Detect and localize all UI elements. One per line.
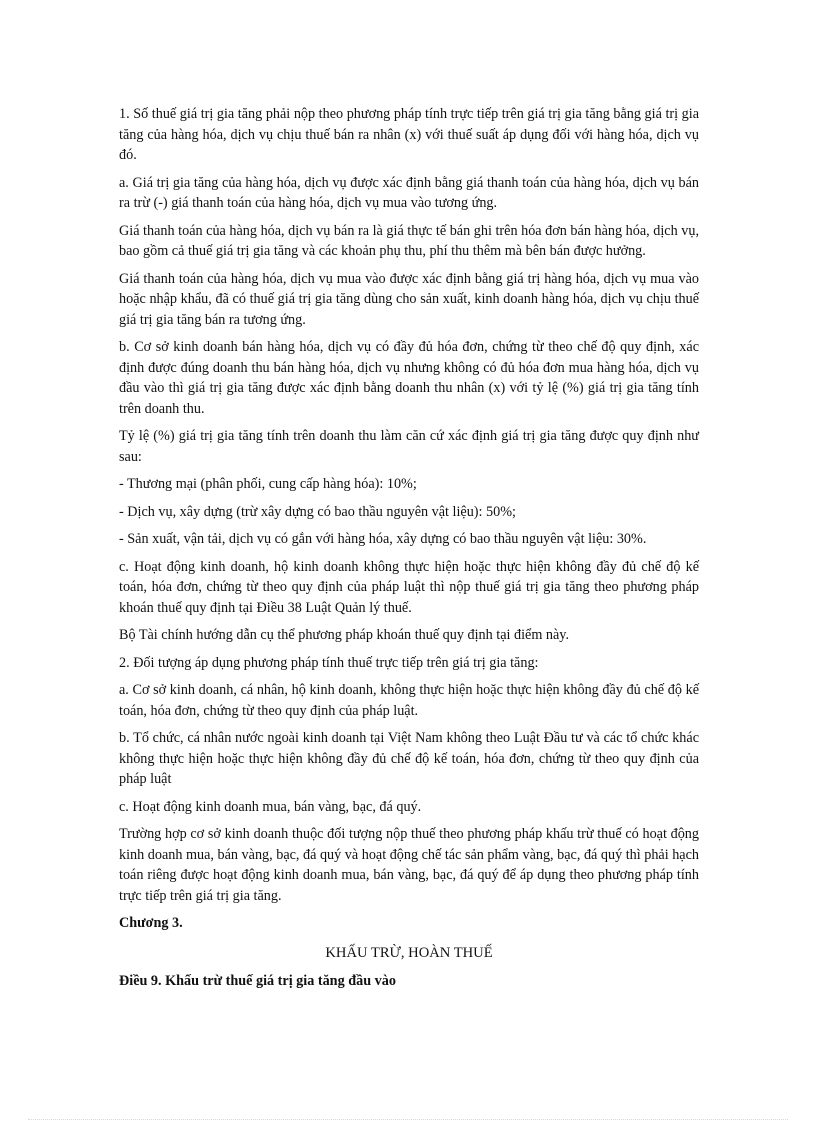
paragraph-2c: c. Hoạt động kinh doanh mua, bán vàng, bạc, đá quý.	[119, 798, 422, 815]
list-item-trade: - Thương mại (phân phối, cung cấp hàng hóa): 10%;	[119, 476, 417, 492]
paragraph-rate-intro: Tỷ lệ (%) giá trị gia tăng tính trên doanh thu làm căn cứ xác định giá trị gia tăng được quy định như sau:	[119, 428, 699, 465]
paragraph-ministry: Bộ Tài chính hướng dẫn cụ thể phương pháp khoán thuế quy định tại điểm này.	[119, 627, 570, 643]
article-title: Điều 9. Khấu trừ thuế giá trị gia tăng đầu vào	[119, 973, 396, 989]
paragraph-sale-price: Giá thanh toán của hàng hóa, dịch vụ bán ra là giá thực tế bán ghi trên hóa đơn bán hàng hóa, dịch vụ, bao gồm cả thuế giá trị gia tăng và các khoản phụ thu, phí thu thêm mà bên bán được hưởng.	[119, 222, 699, 259]
page-bottom-divider	[28, 1119, 788, 1120]
chapter-title: KHẤU TRỪ, HOÀN THUẾ	[325, 944, 493, 961]
paragraph-purchase-price: Giá thanh toán của hàng hóa, dịch vụ mua vào được xác định bằng giá trị hàng hóa, dịch vụ mua vào hoặc nhập khẩu, đã có thuế giá trị gia tăng dùng cho sản xuất, kinh doanh hàng hóa, dịch vụ chịu thuế giá trị gia tăng bán ra tương ứng.	[119, 270, 699, 328]
paragraph-1c: c. Hoạt động kinh doanh, hộ kinh doanh không thực hiện hoặc thực hiện không đầy đủ chế độ kế toán, hóa đơn, chứng từ theo quy định của pháp luật thì nộp thuế giá trị gia tăng theo phương pháp khoán thuế quy định tại Điều 38 Luật Quản lý thuế.	[119, 558, 699, 616]
paragraph-1a: a. Giá trị gia tăng của hàng hóa, dịch vụ được xác định bằng giá thanh toán của hàng hóa, dịch vụ bán ra trừ (-) giá thanh toán của hàng hóa, dịch vụ mua vào tương ứng.	[119, 174, 699, 211]
paragraph-1: 1. Số thuế giá trị gia tăng phải nộp theo phương pháp tính trực tiếp trên giá trị gia tăng bằng giá trị gia tăng của hàng hóa, dịch vụ chịu thuế bán ra nhân (x) với thuế suất áp dụng đối với hàng hóa, dịch vụ đó.	[119, 106, 699, 163]
paragraph-2: 2. Đối tượng áp dụng phương pháp tính thuế trực tiếp trên giá trị gia tăng:	[119, 654, 539, 671]
list-item-production: - Sản xuất, vận tải, dịch vụ có gắn với hàng hóa, xây dựng có bao thầu nguyên vật liệu: 30%.	[119, 531, 647, 547]
list-item-services: - Dịch vụ, xây dựng (trừ xây dựng có bao thầu nguyên vật liệu): 50%;	[119, 503, 516, 520]
chapter-label: Chương 3.	[119, 915, 183, 931]
paragraph-2b: b. Tổ chức, cá nhân nước ngoài kinh doanh tại Việt Nam không theo Luật Đầu tư và các tổ chức khác không thực hiện hoặc thực hiện không đầy đủ chế độ kế toán, hóa đơn, chứng từ theo quy định của pháp luật	[119, 730, 699, 787]
document-body	[119, 104, 699, 992]
paragraph-gold-case: Trường hợp cơ sở kinh doanh thuộc đối tượng nộp thuế theo phương pháp khấu trừ thuế có hoạt động kinh doanh mua, bán vàng, bạc, đá quý và hoạt động chế tác sản phẩm vàng, bạc, đá quý thì phải hạch toán riêng được hoạt động kinh doanh mua, bán vàng, bạc, đá quý để áp dụng theo phương pháp tính trực tiếp trên giá trị gia tăng.	[119, 826, 699, 904]
paragraph-1b: b. Cơ sở kinh doanh bán hàng hóa, dịch vụ có đầy đủ hóa đơn, chứng từ theo chế độ quy định, xác định được đúng doanh thu bán hàng hóa, dịch vụ nhưng không có đủ hóa đơn mua hàng hóa, dịch vụ đầu vào thì giá trị gia tăng được xác định bằng doanh thu nhân (x) với tỷ lệ (%) giá trị gia tăng tính trên doanh thu.	[119, 339, 699, 417]
paragraph-2a: a. Cơ sở kinh doanh, cá nhân, hộ kinh doanh, không thực hiện hoặc thực hiện không đầy đủ chế độ kế toán, hóa đơn, chứng từ theo quy định của pháp luật.	[119, 682, 699, 719]
